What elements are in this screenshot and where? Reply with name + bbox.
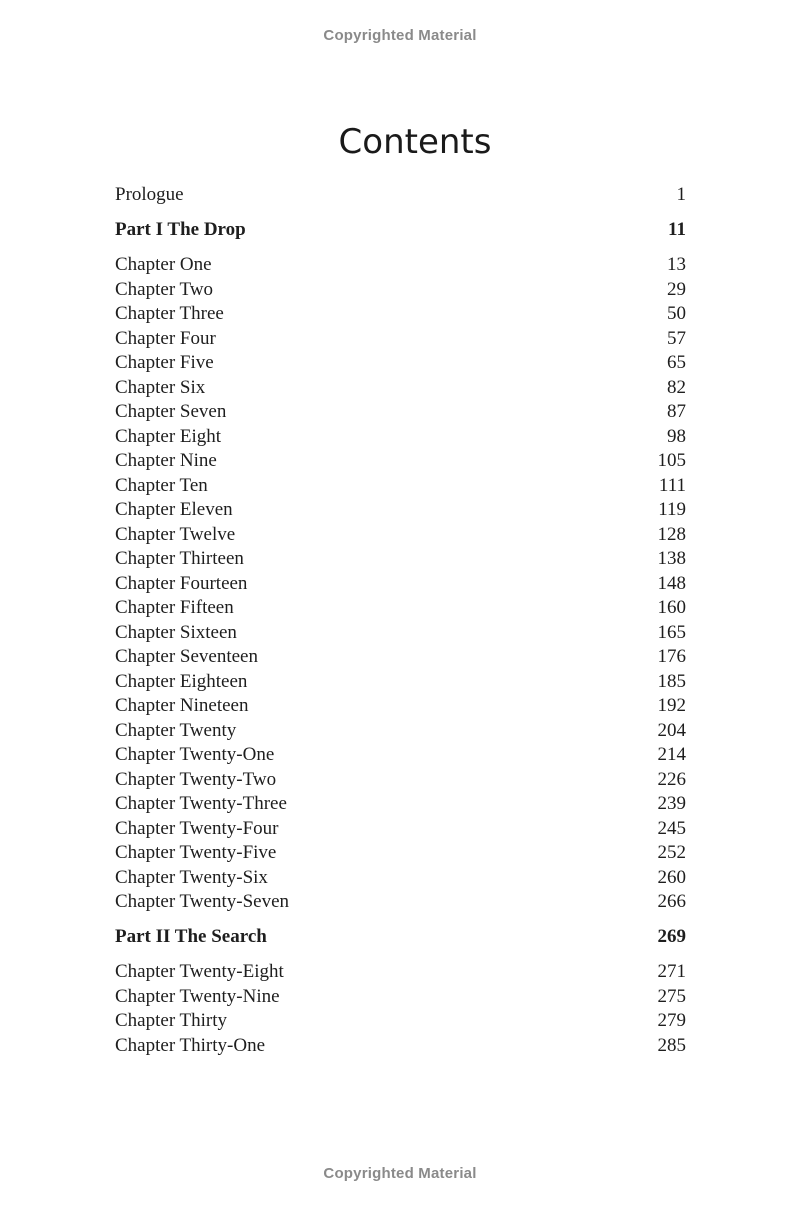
- toc-entry-chapter: [115, 792, 686, 817]
- toc-entry-page: 176: [657, 646, 686, 667]
- toc-entry-page: 266: [657, 891, 686, 912]
- toc-entry-label: Chapter Twenty-Seven: [115, 891, 290, 912]
- toc-entry-label: Chapter Five: [115, 352, 214, 373]
- toc-entry-label: Chapter Twenty-Two: [115, 768, 277, 790]
- toc-entry-chapter: [115, 1009, 686, 1034]
- toc-entry-chapter: [115, 645, 686, 670]
- toc-entry-chapter: [115, 253, 686, 278]
- copyright-watermark-bottom: Copyrighted Material: [323, 1165, 477, 1182]
- toc-entry-chapter: [115, 425, 686, 450]
- toc-entry-page: 119: [658, 499, 686, 520]
- toc-entry-chapter: [115, 351, 686, 376]
- toc-entry-chapter: [115, 670, 686, 695]
- toc-entry-page: 82: [667, 376, 686, 398]
- toc-entry-label: Prologue: [115, 184, 184, 205]
- toc-entry-page: 260: [657, 866, 686, 888]
- toc-entry-page: 214: [657, 744, 686, 765]
- toc-entry-label: Chapter One: [115, 254, 212, 275]
- toc-entry-label: Chapter Twenty-Three: [115, 793, 287, 814]
- toc-chapter-list-part-2: [115, 960, 686, 1058]
- toc-entry-page: 165: [657, 621, 686, 643]
- toc-entry-label: Chapter Thirteen: [115, 548, 244, 569]
- toc-entry-page: 279: [657, 1010, 686, 1031]
- toc-entry-label: Chapter Fourteen: [115, 572, 248, 594]
- toc-entry-page: 1: [676, 184, 686, 205]
- toc-entry-label: Chapter Eight: [115, 425, 222, 447]
- toc-entry-label: Chapter Twenty: [115, 719, 237, 741]
- toc-entry-label: Chapter Six: [115, 376, 206, 398]
- toc-entry-chapter: [115, 621, 686, 646]
- toc-part-heading-2: [115, 925, 686, 950]
- toc-part-heading-1: [115, 218, 686, 243]
- toc-chapter-list-part-1: [115, 253, 686, 915]
- toc-entry-chapter: [115, 596, 686, 621]
- toc-entry-page: 285: [657, 1034, 686, 1056]
- toc-entry-page: 128: [657, 523, 686, 545]
- toc-entry-page: 275: [657, 985, 686, 1007]
- toc-entry-chapter: [115, 302, 686, 327]
- toc-entry-chapter: [115, 866, 686, 891]
- toc-entry-chapter: [115, 498, 686, 523]
- toc-entry-chapter: [115, 474, 686, 499]
- toc-entry-label: Chapter Seven: [115, 401, 227, 422]
- toc-entry-chapter: [115, 743, 686, 768]
- toc-entry-chapter: [115, 694, 686, 719]
- page-title: Contents: [338, 122, 492, 162]
- toc-part-label: Part I The Drop: [115, 219, 246, 240]
- toc-entry-page: 185: [657, 670, 686, 692]
- toc-entry-chapter: [115, 768, 686, 793]
- toc-entry-chapter: [115, 890, 686, 915]
- toc-entry-page: 226: [657, 768, 686, 790]
- toc-entry-chapter: [115, 400, 686, 425]
- toc-entry-label: Chapter Four: [115, 327, 216, 349]
- toc-entry-page: 192: [657, 695, 686, 716]
- toc-entry-label: Chapter Nineteen: [115, 695, 249, 716]
- toc-entry-label: Chapter Nine: [115, 450, 217, 471]
- toc-entry-label: Chapter Eleven: [115, 499, 233, 520]
- toc-entry-label: Chapter Thirty: [115, 1010, 228, 1031]
- toc-entry-label: Chapter Twenty-Five: [115, 842, 277, 863]
- toc-entry-page: 252: [657, 842, 686, 863]
- toc-entry-chapter: [115, 449, 686, 474]
- toc-entry-chapter: [115, 841, 686, 866]
- toc-entry-label: Chapter Twenty-One: [115, 744, 275, 765]
- toc-part-label: Part II The Search: [115, 926, 267, 947]
- toc-entry-page: 111: [658, 474, 686, 496]
- toc-entry-page: 29: [667, 278, 686, 300]
- toc-entry-chapter: [115, 817, 686, 842]
- toc-entry-page: 271: [657, 961, 686, 982]
- toc-entry-page: 65: [667, 352, 686, 373]
- toc-entry-label: Chapter Thirty-One: [115, 1034, 266, 1056]
- toc-entry-chapter: [115, 523, 686, 548]
- toc-entry-page: 239: [657, 793, 686, 814]
- toc-entry-page: 160: [657, 597, 686, 618]
- toc-entry-page: 138: [657, 548, 686, 569]
- toc-entry-label: Chapter Twenty-Eight: [115, 961, 284, 982]
- toc-entry-label: Chapter Twelve: [115, 523, 236, 545]
- toc-entry-chapter: [115, 547, 686, 572]
- toc-entry-part-1: [115, 218, 686, 243]
- toc-entry-label: Chapter Two: [115, 278, 214, 300]
- toc-entry-label: Chapter Twenty-Nine: [115, 985, 280, 1007]
- toc-entry-chapter: [115, 327, 686, 352]
- toc-entry-label: Chapter Eighteen: [115, 670, 248, 692]
- toc-entry-label: Chapter Twenty-Six: [115, 866, 268, 888]
- toc-entry-part-2: [115, 925, 686, 950]
- toc-entry-page: 245: [657, 817, 686, 839]
- toc-entry-chapter: [115, 376, 686, 401]
- toc-entry-chapter: [115, 572, 686, 597]
- toc-entry-page: 57: [667, 327, 686, 349]
- toc-entry-chapter: [115, 719, 686, 744]
- toc-entry-page: 13: [667, 254, 686, 275]
- toc-entry-chapter: [115, 1034, 686, 1059]
- toc-entry-chapter: [115, 278, 686, 303]
- toc-entry-page: 148: [657, 572, 686, 594]
- toc-entry-label: Chapter Fifteen: [115, 597, 234, 618]
- toc-entry-page: 87: [667, 401, 686, 422]
- toc-entry-page: 50: [667, 303, 686, 324]
- toc-prologue-section: [115, 183, 686, 208]
- toc-entry-label: Chapter Sixteen: [115, 621, 237, 643]
- toc-entry-page: 105: [657, 450, 686, 471]
- toc-entry-label: Chapter Ten: [115, 474, 208, 496]
- toc-entry-label: Chapter Twenty-Four: [115, 817, 279, 839]
- copyright-watermark-top: Copyrighted Material: [323, 27, 477, 44]
- toc-entry-chapter: [115, 985, 686, 1010]
- toc-part-page: 269: [657, 926, 686, 947]
- toc-entry-label: Chapter Three: [115, 303, 224, 324]
- toc-entry-label: Chapter Seventeen: [115, 646, 258, 667]
- toc-entry-chapter: [115, 960, 686, 985]
- toc-entry-prologue: [115, 183, 686, 208]
- toc-entry-page: 98: [667, 425, 686, 447]
- toc-entry-page: 204: [657, 719, 686, 741]
- toc-part-page: 11: [668, 219, 686, 240]
